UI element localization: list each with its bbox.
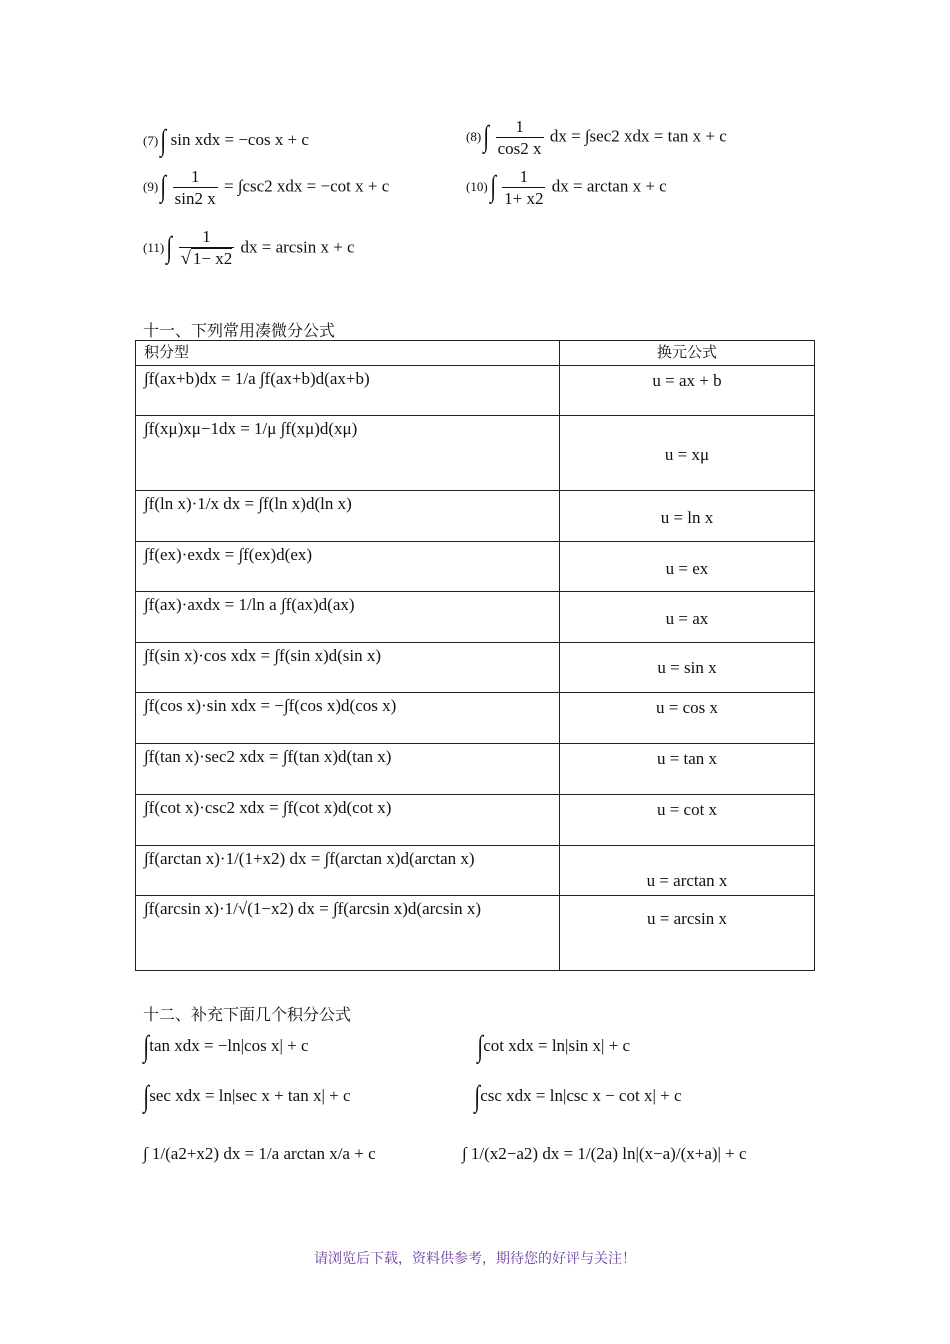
extra-formula-csc: ∫csc xdx = ln|csc x − cot x| + c <box>474 1080 682 1113</box>
formula-11-label: (11) <box>143 240 165 256</box>
row-lhs: ∫f(ex)·exdx = ∫f(ex)d(ex) <box>136 542 560 592</box>
formula-8-label: (8) <box>466 129 482 145</box>
formula-10-body: dx = arctan x + c <box>551 176 667 196</box>
formula-7-label: (7) <box>143 133 159 148</box>
row-rhs: u = sin x <box>560 643 815 693</box>
table-row <box>136 795 815 846</box>
section-12-title: 十二、补充下面几个积分公式 <box>143 1005 352 1024</box>
extra-formula-sec: ∫sec xdx = ln|sec x + tan x| + c <box>143 1080 351 1113</box>
extra-formula-arctan-body: ∫ 1/(a2+x2) dx = 1/a arctan x/a + c <box>143 1144 376 1163</box>
table-row <box>136 846 815 896</box>
row-rhs: u = cos x <box>560 693 815 744</box>
row-rhs: u = ax <box>560 592 815 643</box>
row-lhs: ∫f(cos x)·sin xdx = −∫f(cos x)d(cos x) <box>136 693 560 744</box>
extra-formula-tan-body: tan xdx = −ln|cos x| + c <box>149 1036 309 1055</box>
col-header-substitution: 换元公式 <box>560 341 815 366</box>
extra-formula-csc-body: csc xdx = ln|csc x − cot x| + c <box>480 1086 682 1105</box>
formula-7: (7)∫ sin xdx = −cos x + c <box>143 124 309 157</box>
extra-formula-tan: ∫tan xdx = −ln|cos x| + c <box>143 1030 309 1063</box>
extra-formula-arctan <box>143 1145 376 1162</box>
row-rhs: u = ax + b <box>560 366 815 416</box>
formula-9-num: 1 <box>190 167 200 186</box>
formula-8-den: cos2 x <box>497 139 542 158</box>
formula-11-num: 1 <box>202 227 211 246</box>
formula-10: (10)∫ $\frac{1}{1+ x2}$ dx = arctan x + c <box>466 167 667 208</box>
row-lhs: ∫f(arctan x)·1/(1+x2) dx = ∫f(arctan x)d(arctan x) <box>136 846 560 896</box>
extra-formula-sec-body: sec xdx = ln|sec x + tan x| + c <box>149 1086 351 1105</box>
row-lhs: ∫f(ax+b)dx = 1/a ∫f(ax+b)d(ax+b) <box>136 366 560 416</box>
formula-11: (11)∫ $\frac{1}{√ 1- x2}$ dx = arcsin x + c <box>143 227 355 269</box>
table-row <box>136 366 815 416</box>
formula-10-den: 1+ x2 <box>504 189 544 208</box>
formula-11-body: dx = arcsin x + c <box>240 237 355 257</box>
row-lhs: ∫f(tan x)·sec2 xdx = ∫f(tan x)d(tan x) <box>136 744 560 795</box>
table-row <box>136 643 815 693</box>
formula-7-body: sin xdx = −cos x + c <box>170 130 309 149</box>
row-lhs: ∫f(sin x)·cos xdx = ∫f(sin x)d(sin x) <box>136 643 560 693</box>
formula-8-body: dx = ∫sec2 xdx = tan x + c <box>549 126 727 146</box>
row-lhs: ∫f(ax)·axdx = 1/ln a ∫f(ax)d(ax) <box>136 592 560 643</box>
formula-9: (9)∫ $\frac{1}{\sin 2 x}$ = ∫csc2 xdx = −cot x + c <box>143 167 390 208</box>
table-row <box>136 542 815 592</box>
col-header-integral-type: 积分型 <box>136 341 560 366</box>
row-rhs: u = ex <box>560 542 815 592</box>
table-row <box>136 744 815 795</box>
footer-note: 请浏览后下载，资料供参考，期待您的好评与关注！ <box>314 1251 636 1267</box>
table-row <box>136 896 815 971</box>
formula-9-body: = ∫csc2 xdx = −cot x + c <box>223 176 390 196</box>
formula-10-num: 1 <box>519 167 529 186</box>
row-rhs: u = cot x <box>560 795 815 846</box>
extra-formula-cot-body: cot xdx = ln|sin x| + c <box>483 1036 631 1055</box>
extra-formula-ln <box>462 1145 747 1162</box>
row-rhs: u = tan x <box>560 744 815 795</box>
row-rhs: u = ln x <box>560 491 815 542</box>
table-row <box>136 693 815 744</box>
extra-formula-ln-body: ∫ 1/(x2−a2) dx = 1/(2a) ln|(x−a)/(x+a)| + c <box>462 1144 747 1163</box>
table-row <box>136 416 815 491</box>
row-rhs: u = arctan x <box>560 846 815 896</box>
table-row <box>136 592 815 643</box>
formula-11-den: 1− x2 <box>192 249 233 268</box>
row-lhs: ∫f(arcsin x)·1/√(1−x2) dx = ∫f(arcsin x)d(arcsin x) <box>136 896 560 971</box>
row-rhs: u = xμ <box>560 416 815 491</box>
formula-8: (8)∫ $\frac{1}{\cos 2 x}$ dx = ∫sec2 xdx = tan x + c <box>466 117 727 158</box>
formula-9-den: sin2 x <box>174 189 216 208</box>
row-rhs: u = arcsin x <box>560 896 815 971</box>
formula-10-label: (10) <box>466 179 488 195</box>
row-lhs: ∫f(ln x)·1/x dx = ∫f(ln x)d(ln x) <box>136 491 560 542</box>
table-row <box>136 491 815 542</box>
section-11-title: 十一、下列常用凑微分公式 <box>143 321 336 340</box>
formula-9-label: (9) <box>143 179 159 195</box>
substitution-table <box>135 340 815 971</box>
extra-formula-cot: ∫cot xdx = ln|sin x| + c <box>477 1030 631 1063</box>
row-lhs: ∫f(cot x)·csc2 xdx = ∫f(cot x)d(cot x) <box>136 795 560 846</box>
row-lhs: ∫f(xμ)xμ−1dx = 1/μ ∫f(xμ)d(xμ) <box>136 416 560 491</box>
formula-8-num: 1 <box>515 117 524 136</box>
